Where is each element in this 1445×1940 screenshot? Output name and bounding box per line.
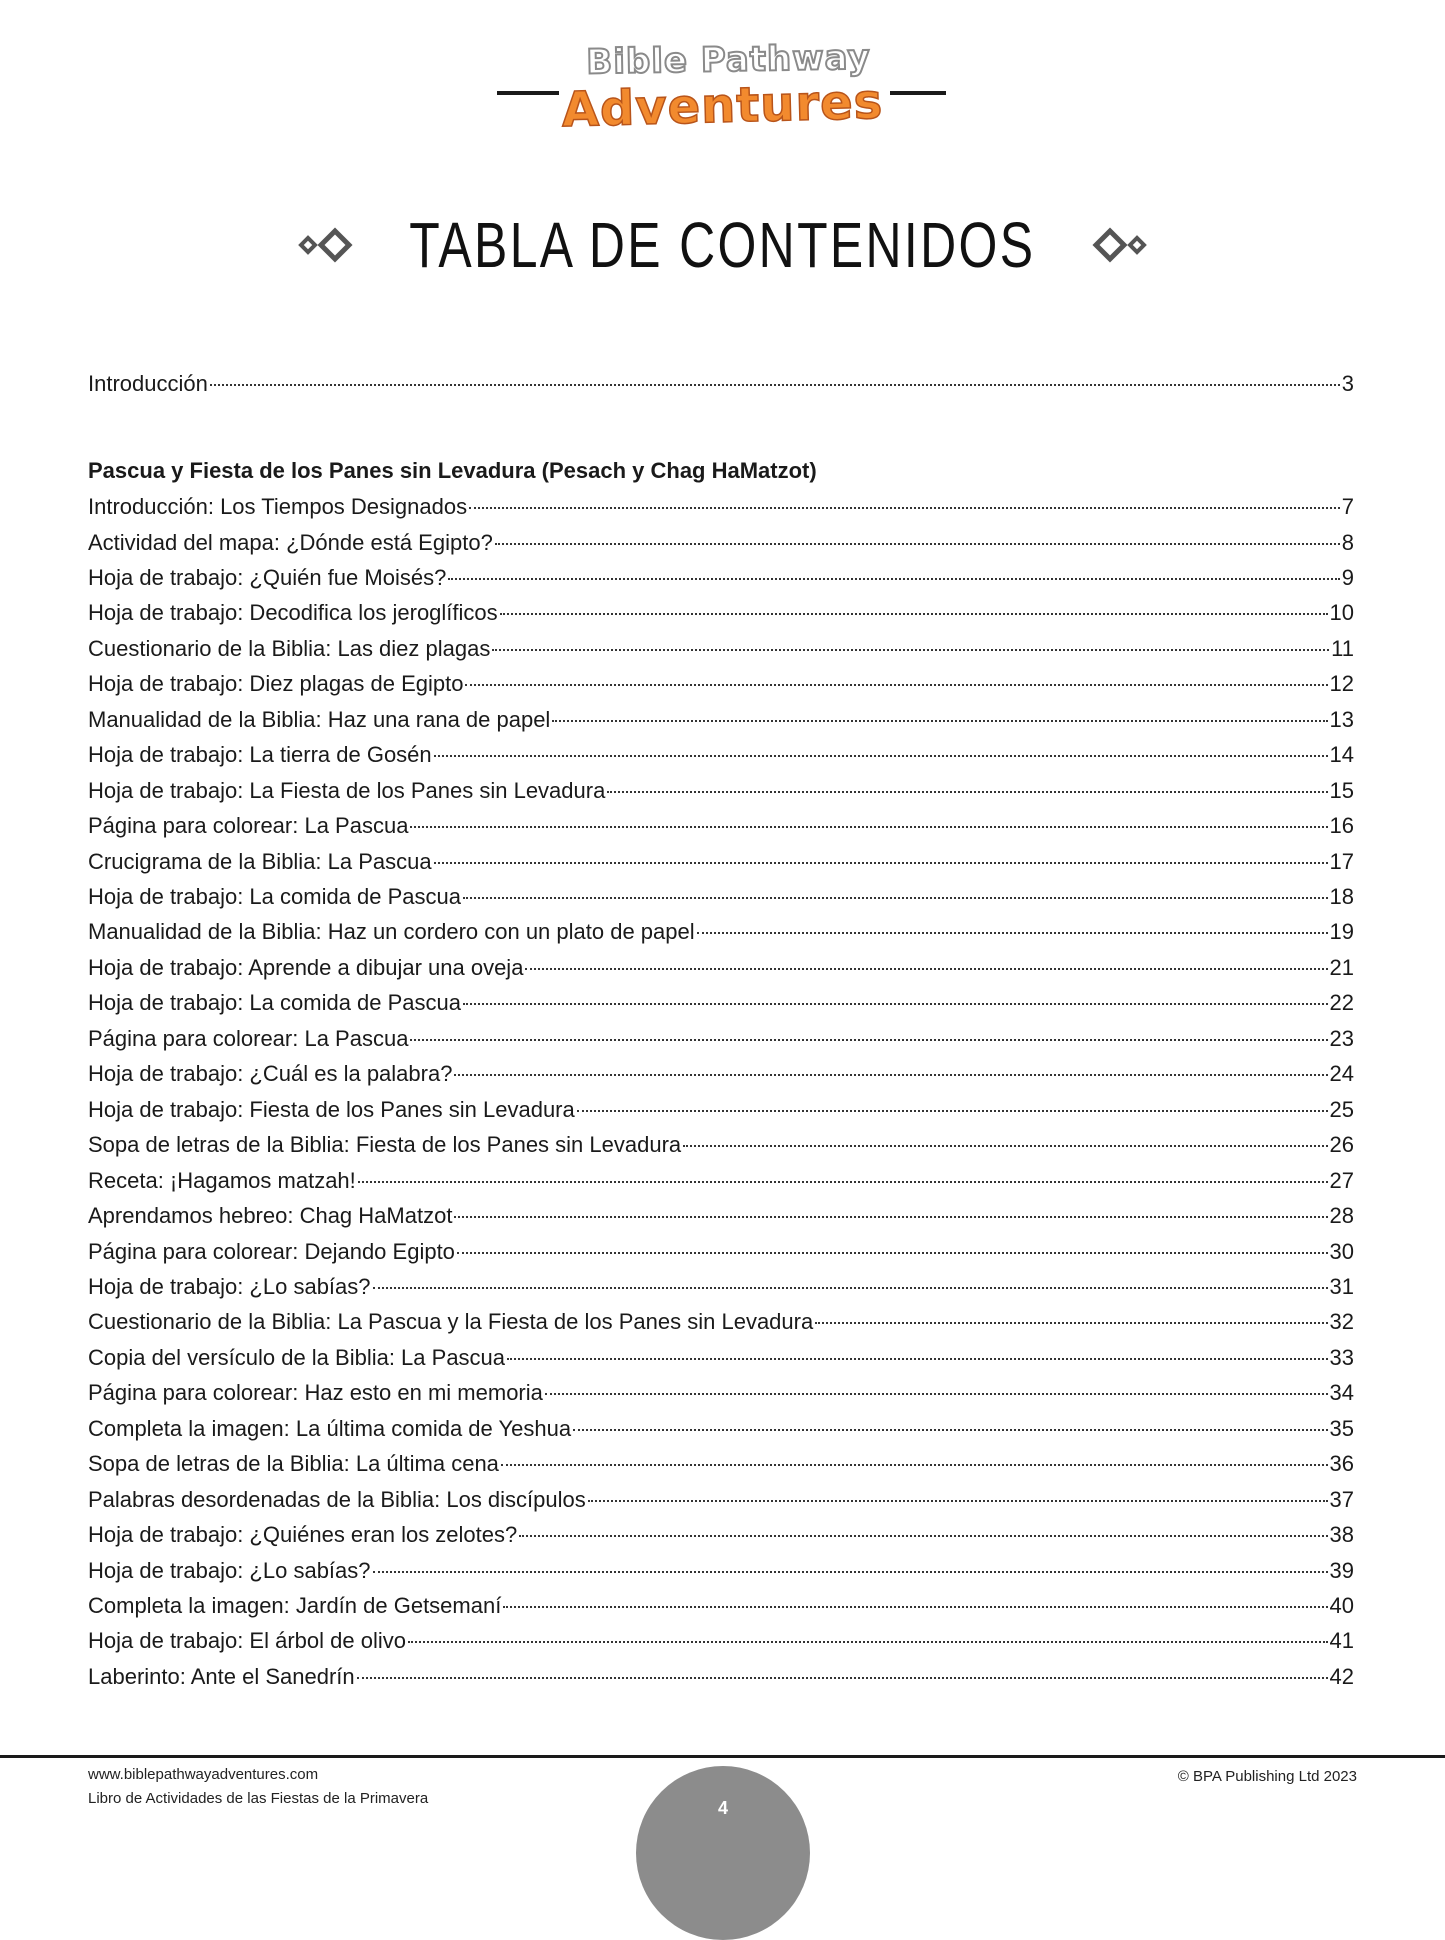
toc-page: 30 xyxy=(1329,1238,1354,1264)
toc-leader-dots xyxy=(463,897,1328,899)
toc-row[interactable] xyxy=(88,596,1354,630)
toc-leader-dots xyxy=(573,1429,1327,1431)
toc-page: 12 xyxy=(1329,671,1354,697)
toc-page: 34 xyxy=(1329,1380,1354,1406)
toc-title: Aprendamos hebreo: Chag HaMatzot xyxy=(88,1203,453,1228)
toc-leader-dots xyxy=(454,1216,1327,1218)
toc-row[interactable] xyxy=(88,915,1354,949)
toc-leader-dots xyxy=(552,720,1327,722)
toc-leader-dots xyxy=(454,1074,1327,1076)
toc-page: 19 xyxy=(1329,919,1354,945)
toc-leader-dots xyxy=(815,1322,1327,1324)
toc-row[interactable] xyxy=(88,1128,1354,1162)
toc-title: Introducción xyxy=(88,371,208,396)
toc-row[interactable] xyxy=(88,738,1354,772)
toc-leader-dots xyxy=(500,613,1328,615)
toc-title: Crucigrama de la Biblia: La Pascua xyxy=(88,848,432,874)
toc-page: 41 xyxy=(1329,1628,1354,1654)
toc-row[interactable] xyxy=(88,1483,1354,1517)
toc-page: 32 xyxy=(1329,1309,1354,1335)
toc-page: 38 xyxy=(1329,1522,1354,1548)
toc-leader-dots xyxy=(463,1003,1328,1005)
toc-row[interactable] xyxy=(88,1270,1354,1304)
toc-title: Página para colorear: Dejando Egipto xyxy=(88,1238,455,1264)
toc-row[interactable] xyxy=(88,1093,1354,1127)
toc-leader-dots xyxy=(373,1287,1328,1289)
toc-row[interactable] xyxy=(88,490,1354,524)
toc-title: Página para colorear: Haz esto en mi memoria xyxy=(88,1380,543,1406)
toc-leader-dots xyxy=(492,649,1329,651)
toc-leader-dots xyxy=(410,1039,1327,1041)
toc-page: 21 xyxy=(1329,954,1354,980)
toc-title: Hoja de trabajo: El árbol de olivo xyxy=(88,1628,406,1654)
section-heading: Pascua y Fiesta de los Panes sin Levadura (Pesach y Chag HaMatzot) xyxy=(88,458,817,483)
toc-row[interactable] xyxy=(88,1554,1354,1588)
toc-leader-dots xyxy=(507,1358,1327,1360)
toc-title: Hoja de trabajo: ¿Lo sabías? xyxy=(88,1557,371,1583)
toc-row[interactable] xyxy=(88,1199,1354,1233)
toc-leader-dots xyxy=(434,862,1328,864)
toc-page: 14 xyxy=(1329,742,1354,768)
toc-title: Hoja de trabajo: Aprende a dibujar una oveja xyxy=(88,954,524,980)
toc-title: Hoja de trabajo: Decodifica los jeroglíficos xyxy=(88,600,498,626)
toc-page: 39 xyxy=(1329,1557,1354,1583)
footer-copyright: © BPA Publishing Ltd 2023 xyxy=(1177,1768,1357,1785)
toc-row[interactable] xyxy=(88,667,1354,701)
toc-leader-dots xyxy=(588,1500,1328,1502)
logo-line1: Bible Pathway xyxy=(586,37,871,83)
toc-row[interactable] xyxy=(88,1341,1354,1375)
page-title: TABLA DE CONTENIDOS xyxy=(409,209,1036,281)
toc-leader-dots xyxy=(683,1145,1327,1147)
toc-leader-dots xyxy=(697,932,1328,934)
table-of-contents xyxy=(88,0,1354,1700)
toc-leader-dots xyxy=(357,1677,1328,1679)
toc-leader-dots xyxy=(519,1535,1327,1537)
toc-page: 13 xyxy=(1329,706,1354,732)
toc-page: 25 xyxy=(1329,1096,1354,1122)
toc-title: Copia del versículo de la Biblia: La Pascua xyxy=(88,1344,506,1370)
toc-leader-dots xyxy=(607,791,1327,793)
toc-row[interactable] xyxy=(88,880,1354,914)
toc-row[interactable] xyxy=(88,703,1354,737)
toc-leader-dots xyxy=(448,578,1339,580)
toc-title: Hoja de trabajo: ¿Quiénes eran los zelotes? xyxy=(88,1522,518,1548)
toc-page: 23 xyxy=(1329,1025,1354,1051)
toc-title: Receta: ¡Hagamos matzah! xyxy=(88,1167,356,1193)
toc-page: 33 xyxy=(1329,1344,1354,1370)
page-number: 4 xyxy=(717,1798,728,1818)
toc-title: Cuestionario de la Biblia: La Pascua y la Fiesta de los Panes sin Levadura xyxy=(88,1309,814,1335)
toc-title: Hoja de trabajo: Diez plagas de Egipto xyxy=(88,671,464,697)
toc-leader-dots xyxy=(408,1641,1328,1643)
toc-page: 9 xyxy=(1341,564,1354,590)
toc-title: Hoja de trabajo: ¿Lo sabías? xyxy=(88,1273,371,1299)
toc-row[interactable] xyxy=(88,809,1354,843)
toc-title: Hoja de trabajo: Fiesta de los Panes sin Levadura xyxy=(88,1096,575,1122)
toc-leader-dots xyxy=(410,826,1327,828)
toc-row[interactable] xyxy=(88,1305,1354,1339)
toc-page: 10 xyxy=(1329,600,1354,626)
toc-row[interactable] xyxy=(88,1624,1354,1658)
toc-row[interactable] xyxy=(88,632,1354,666)
toc-title: Página para colorear: La Pascua xyxy=(88,1025,409,1051)
toc-page: 42 xyxy=(1329,1663,1354,1689)
toc-title: Laberinto: Ante el Sanedrín xyxy=(88,1663,355,1689)
toc-title: Sopa de letras de la Biblia: La última cena xyxy=(88,1451,499,1477)
toc-title: Página para colorear: La Pascua xyxy=(88,813,409,838)
toc-page: 36 xyxy=(1329,1451,1354,1477)
toc-row[interactable] xyxy=(88,1057,1354,1091)
toc-row[interactable] xyxy=(88,1376,1354,1410)
toc-row[interactable] xyxy=(88,1660,1354,1694)
toc-title: Completa la imagen: Jardín de Getsemaní xyxy=(88,1593,502,1618)
toc-leader-dots xyxy=(577,1110,1328,1112)
toc-leader-dots xyxy=(469,507,1340,509)
toc-title: Sopa de letras de la Biblia: Fiesta de los Panes sin Levadura xyxy=(88,1132,682,1158)
toc-row-introduction[interactable] xyxy=(88,367,1354,401)
toc-leader-dots xyxy=(545,1393,1328,1395)
toc-title: Hoja de trabajo: La Fiesta de los Panes sin Levadura xyxy=(88,777,606,803)
toc-leader-dots xyxy=(495,543,1340,545)
toc-page: 16 xyxy=(1329,813,1354,838)
toc-leader-dots xyxy=(373,1571,1328,1573)
toc-row[interactable] xyxy=(88,986,1354,1020)
footer-website[interactable]: www.biblepathwayadventures.com xyxy=(88,1766,319,1783)
toc-title: Cuestionario de la Biblia: Las diez plagas xyxy=(88,635,491,661)
toc-leader-dots xyxy=(358,1181,1328,1183)
logo-line2: Adventures xyxy=(561,73,884,139)
toc-row[interactable] xyxy=(88,1022,1354,1056)
toc-page: 28 xyxy=(1329,1203,1354,1228)
toc-leader-dots xyxy=(457,1252,1328,1254)
toc-row[interactable] xyxy=(88,1164,1354,1198)
toc-title: Manualidad de la Biblia: Haz un cordero con un plato de papel xyxy=(88,919,695,945)
toc-leader-dots xyxy=(501,1464,1328,1466)
toc-row[interactable] xyxy=(88,1235,1354,1269)
toc-title: Completa la imagen: La última comida de Yeshua xyxy=(88,1415,572,1441)
toc-page: 11 xyxy=(1331,635,1354,661)
toc-row[interactable] xyxy=(88,845,1354,879)
toc-page: 27 xyxy=(1329,1167,1354,1193)
page-number-badge xyxy=(636,1766,810,1940)
toc-page: 37 xyxy=(1329,1486,1354,1512)
toc-page: 22 xyxy=(1329,990,1354,1016)
toc-row[interactable] xyxy=(88,1518,1354,1552)
toc-row[interactable] xyxy=(88,561,1354,595)
toc-title: Hoja de trabajo: La tierra de Gosén xyxy=(88,742,432,768)
toc-title: Manualidad de la Biblia: Haz una rana de papel xyxy=(88,706,551,732)
toc-page: 24 xyxy=(1329,1061,1354,1087)
toc-leader-dots xyxy=(210,384,1340,386)
toc-row[interactable] xyxy=(88,774,1354,808)
toc-leader-dots xyxy=(503,1606,1327,1608)
toc-row[interactable] xyxy=(88,1412,1354,1446)
toc-leader-dots xyxy=(465,684,1327,686)
toc-page: 18 xyxy=(1329,884,1354,909)
toc-row[interactable] xyxy=(88,1447,1354,1481)
toc-page: 17 xyxy=(1329,848,1354,874)
toc-leader-dots xyxy=(525,968,1327,970)
toc-page: 3 xyxy=(1341,371,1354,396)
toc-title: Hoja de trabajo: La comida de Pascua xyxy=(88,884,462,909)
toc-page: 35 xyxy=(1329,1415,1354,1441)
footer-divider xyxy=(0,1755,1445,1758)
toc-page: 31 xyxy=(1329,1273,1354,1299)
toc-page: 15 xyxy=(1329,777,1354,803)
toc-row[interactable] xyxy=(88,526,1354,560)
toc-page: 8 xyxy=(1341,529,1354,555)
toc-page: 40 xyxy=(1329,1593,1354,1618)
toc-row[interactable] xyxy=(88,1589,1354,1623)
toc-title: Hoja de trabajo: ¿Quién fue Moisés? xyxy=(88,564,447,590)
toc-row[interactable] xyxy=(88,951,1354,985)
toc-page: 26 xyxy=(1329,1132,1354,1158)
toc-leader-dots xyxy=(434,755,1328,757)
toc-title: Actividad del mapa: ¿Dónde está Egipto? xyxy=(88,529,493,555)
toc-title: Hoja de trabajo: ¿Cuál es la palabra? xyxy=(88,1061,453,1087)
toc-title: Palabras desordenadas de la Biblia: Los discípulos xyxy=(88,1486,586,1512)
footer-book-title: Libro de Actividades de las Fiestas de la Primavera xyxy=(88,1790,429,1807)
toc-title: Hoja de trabajo: La comida de Pascua xyxy=(88,990,462,1016)
toc-page: 7 xyxy=(1341,494,1354,519)
toc-title: Introducción: Los Tiempos Designados xyxy=(88,494,468,519)
